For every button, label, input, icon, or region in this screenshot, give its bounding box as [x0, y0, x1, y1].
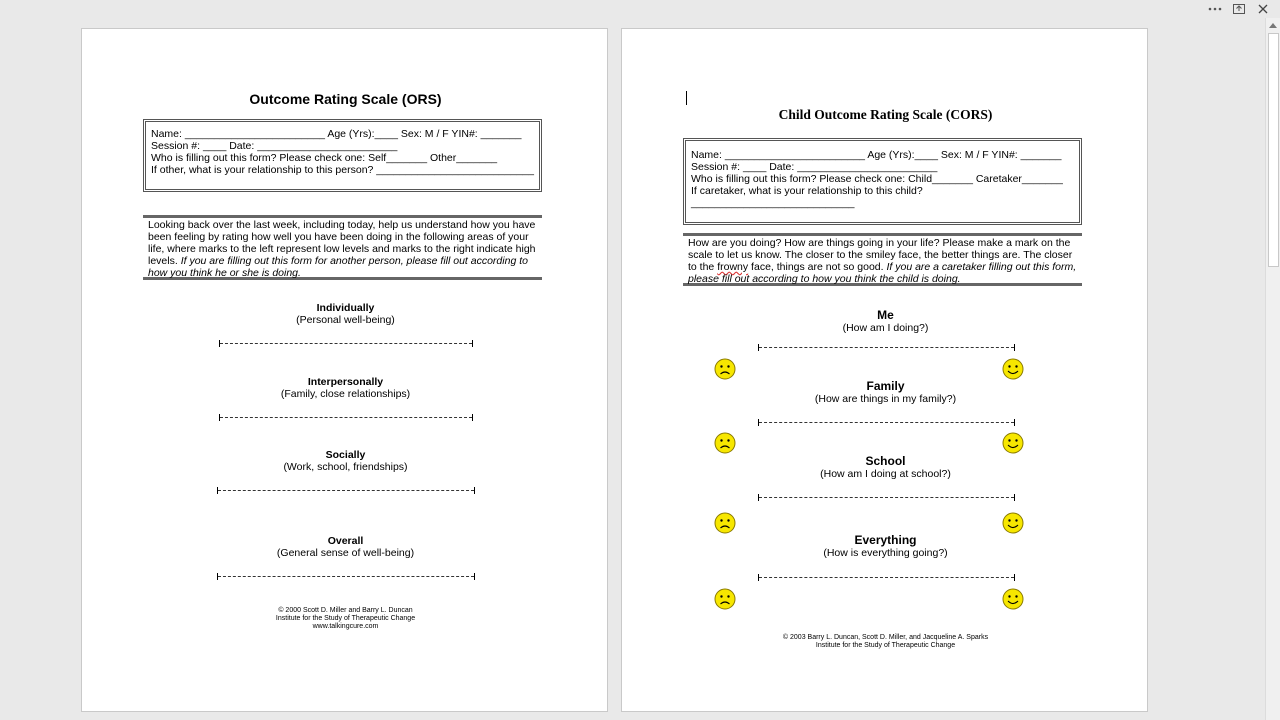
cors-scale-school[interactable] — [758, 494, 1015, 501]
ors-section-interpersonally — [82, 376, 609, 400]
section-title: Overall — [327, 535, 364, 547]
ors-instructions-italic: If you are filling out this form for another person, please fill out according to how you think he or she is doing. — [148, 255, 528, 279]
cors-section-family — [622, 380, 1149, 405]
ors-scale-overall[interactable] — [217, 573, 475, 580]
ors-copyright-footer — [82, 607, 609, 631]
cors-page — [621, 28, 1148, 712]
cors-info-line-3: Who is filling out this form? Please check one: Child_______ Caretaker_______ — [691, 173, 1063, 185]
section-title: Individually — [316, 302, 375, 314]
cors-title: Child Outcome Rating Scale (CORS) — [778, 107, 993, 122]
ors-section-socially — [82, 449, 609, 473]
ors-scale-socially[interactable] — [217, 487, 475, 494]
ors-scale-individually[interactable] — [219, 340, 473, 347]
ors-instructions — [143, 215, 542, 280]
section-subtitle: (How am I doing?) — [842, 322, 929, 334]
cors-section-school — [622, 455, 1149, 480]
cors-info-line-1: Name: ________________________ Age (Yrs):____ Sex: M / F YIN#: _______ — [691, 149, 1062, 161]
cors-scale-family[interactable] — [758, 419, 1015, 426]
ors-section-individually — [82, 302, 609, 326]
cors-info-line-4: If caretaker, what is your relationship to this child? — [691, 185, 923, 197]
smiley-face-icon — [1002, 432, 1024, 454]
cors-client-info-box — [683, 138, 1082, 225]
more-options-icon[interactable] — [1204, 0, 1226, 18]
footer-line-3: www.talkingcure.com — [312, 623, 379, 630]
section-subtitle: (Personal well-being) — [296, 314, 395, 326]
ors-section-overall — [82, 535, 609, 559]
ors-info-line-1: Name: ________________________ Age (Yrs):____ Sex: M / F YIN#: _______ — [151, 128, 522, 140]
cors-section-everything — [622, 534, 1149, 559]
footer-line-2: Institute for the Study of Therapeutic Change — [815, 642, 956, 649]
cors-instructions-text-1: How are you doing? How are things going in your life? Please make a mark on the scale to let us know. The closer to the smiley face, the better things are. The closer to the — [688, 237, 1073, 273]
section-title: Interpersonally — [307, 376, 384, 388]
section-subtitle: (Family, close relationships) — [280, 388, 411, 400]
footer-line-1: © 2003 Barry L. Duncan, Scott D. Miller, and Jacqueline A. Sparks — [782, 634, 989, 641]
footer-line-2: Institute for the Study of Therapeutic Change — [275, 615, 416, 622]
ors-client-info-box — [143, 119, 542, 192]
section-subtitle: (How is everything going?) — [823, 547, 948, 559]
ors-info-line-3: Who is filling out this form? Please check one: Self_______ Other_______ — [151, 152, 498, 164]
scroll-up-arrow-icon[interactable] — [1268, 20, 1278, 30]
ors-scale-interpersonally[interactable] — [219, 414, 473, 421]
ors-page — [81, 28, 608, 712]
section-title: Socially — [325, 449, 366, 461]
footer-line-1: © 2000 Scott D. Miller and Barry L. Duncan — [278, 607, 413, 614]
section-subtitle: (Work, school, friendships) — [283, 461, 408, 473]
frowny-face-icon — [714, 432, 736, 454]
section-title: Family — [866, 379, 905, 393]
cors-instructions — [683, 233, 1082, 286]
cors-scale-me[interactable] — [758, 344, 1015, 351]
cors-info-line-5: ____________________________ — [691, 197, 855, 209]
cors-instructions-italic: If you are a caretaker filling out this form, please fill out according to how you think the child is doing. — [688, 261, 1077, 285]
cors-instructions-text-2: face, things are not so good. — [748, 261, 887, 273]
smiley-face-icon — [1002, 358, 1024, 380]
close-icon[interactable] — [1252, 0, 1274, 18]
section-title: Me — [877, 308, 894, 322]
section-title: Everything — [854, 533, 917, 547]
section-subtitle: (General sense of well-being) — [276, 547, 415, 559]
ors-info-line-2: Session #: ____ Date: ________________________ — [151, 140, 398, 152]
section-title: School — [865, 454, 906, 468]
cors-instructions-frowny-word: frowny — [717, 261, 749, 273]
smiley-face-icon — [1002, 512, 1024, 534]
smiley-face-icon — [1002, 588, 1024, 610]
cors-info-line-2: Session #: ____ Date: ________________________ — [691, 161, 938, 173]
vertical-scrollbar[interactable] — [1265, 18, 1280, 720]
fit-window-icon[interactable] — [1228, 0, 1250, 18]
frowny-face-icon — [714, 512, 736, 534]
frowny-face-icon — [714, 358, 736, 380]
cors-copyright-footer — [622, 634, 1149, 650]
cors-section-me — [622, 309, 1149, 334]
ors-title: Outcome Rating Scale (ORS) — [249, 91, 442, 107]
window-controls — [1204, 0, 1280, 18]
section-subtitle: (How am I doing at school?) — [820, 468, 951, 480]
ors-instructions-text: Looking back over the last week, including today, help us understand how you have been feeling by rating how well you have been doing in the following areas of your life, where marks to the left represent low levels and marks to the right indicate high levels. — [148, 219, 536, 267]
text-cursor — [686, 91, 687, 105]
section-subtitle: (How are things in my family?) — [814, 393, 957, 405]
scroll-thumb[interactable] — [1268, 33, 1279, 267]
frowny-face-icon — [714, 588, 736, 610]
ors-info-line-4: If other, what is your relationship to this person? ___________________________ — [151, 164, 534, 176]
cors-scale-everything[interactable] — [758, 574, 1015, 581]
